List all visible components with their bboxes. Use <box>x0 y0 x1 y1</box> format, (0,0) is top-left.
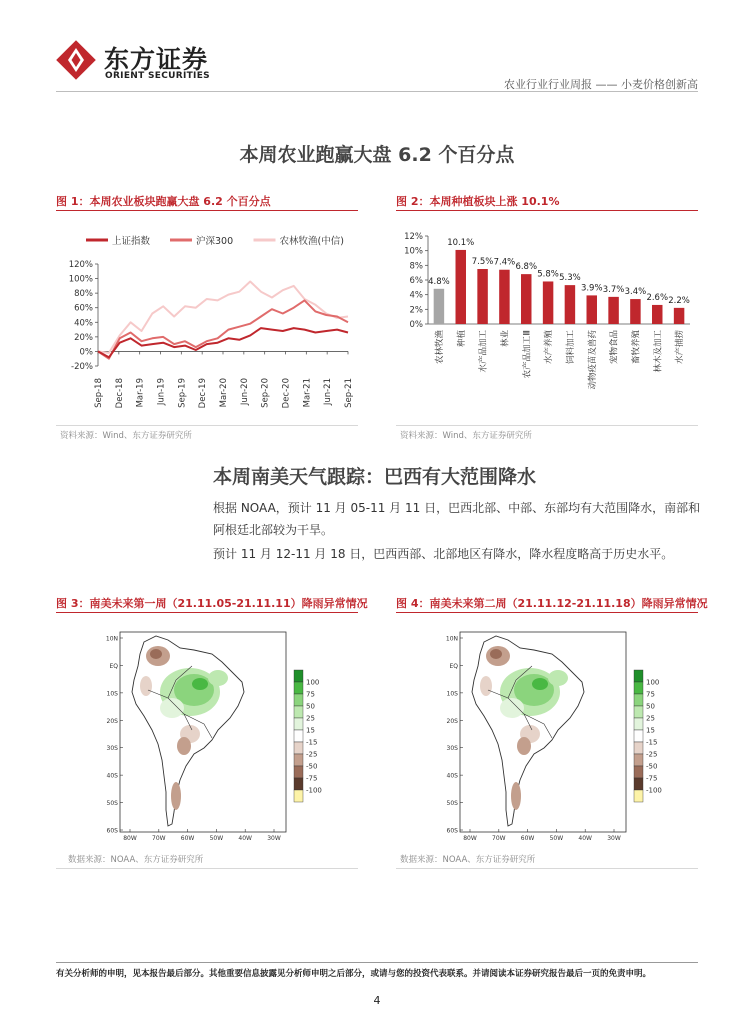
lat-label: EQ <box>449 662 458 670</box>
legend-value-label: -50 <box>646 762 658 771</box>
x-tick-label: Mar-19 <box>135 378 146 408</box>
figure3-caption: 图 3：南美未来第一周（21.11.05-21.11.11）降雨异常情况 <box>56 597 368 610</box>
legend-color-step <box>634 742 643 754</box>
y-tick-label: 120% <box>68 260 93 270</box>
lat-label: EQ <box>109 662 118 670</box>
data-label: 3.7% <box>602 284 625 295</box>
line-chart-index-performance <box>56 220 358 416</box>
legend-color-step <box>634 694 643 706</box>
x-tick-label: Dec-19 <box>198 378 209 409</box>
rain-deficit-area <box>511 782 521 810</box>
figure1-source: 资料来源：Wind、东方证券研究所 <box>60 431 192 441</box>
legend-label: 农林牧渔(中信) <box>279 236 344 247</box>
legend-color-step <box>294 754 303 766</box>
bar-chart-subsector-returns <box>396 220 698 416</box>
lat-label: 30S <box>106 745 118 753</box>
data-label: 2.6% <box>646 292 669 303</box>
x-tick-label: Sep-19 <box>177 378 188 408</box>
lon-label: 80W <box>123 835 137 842</box>
legend-color-step <box>634 670 643 682</box>
legend-color-step <box>634 754 643 766</box>
legend-value-label: 100 <box>306 678 320 687</box>
figure4-source: 数据来源：NOAA、东方证券研究所 <box>400 855 536 865</box>
legend-value-label: 15 <box>646 726 655 735</box>
rain-surplus-area <box>500 698 524 718</box>
legend-color-step <box>294 670 303 682</box>
y-tick-label: 0% <box>79 347 93 358</box>
legend-label: 沪深300 <box>196 236 234 247</box>
lon-label: 50W <box>549 835 564 842</box>
disclaimer-footer: 有关分析师的申明，见本报告最后部分。其他重要信息披露见分析师申明之后部分，或请与您的投资代表联系。并请阅读本证券研究报告最后一页的免责申明。 <box>56 969 652 979</box>
category-label: 种植 <box>456 330 467 348</box>
bar <box>434 289 444 324</box>
y-tick-label: -20% <box>71 362 93 372</box>
data-label: 4.8% <box>428 276 450 287</box>
figure4-source-rule <box>396 868 698 869</box>
y-tick-label: 0% <box>409 320 423 330</box>
x-tick-label: Sep-20 <box>260 378 271 408</box>
legend-color-step <box>294 694 303 706</box>
bar <box>652 305 662 324</box>
y-tick-label: 8% <box>409 261 423 272</box>
logo-mark-icon <box>56 40 96 80</box>
legend-value-label: 25 <box>306 714 315 723</box>
bar <box>630 299 640 324</box>
lat-label: 60S <box>106 827 118 835</box>
legend-label: 上证指数 <box>112 236 151 247</box>
legend-color-step <box>294 706 303 718</box>
figure2-caption-rule <box>396 210 698 211</box>
data-label: 10.1% <box>447 237 475 248</box>
figure1-caption: 图 1：本周农业板块跑赢大盘 6.2 个百分点 <box>56 195 271 208</box>
logo-text-cn: 东方证券 <box>104 45 209 74</box>
legend-value-label: -75 <box>306 774 318 783</box>
data-label: 5.3% <box>559 273 581 284</box>
data-label: 2.2% <box>668 295 690 306</box>
x-tick-label: Jun-21 <box>323 378 334 406</box>
rain-surplus-area <box>208 670 228 686</box>
figure1-caption-rule <box>56 210 358 211</box>
legend-value-label: -100 <box>646 786 662 795</box>
lat-label: 60S <box>446 827 458 835</box>
logo-text-en: ORIENT SECURITIES <box>105 71 210 81</box>
data-label: 3.9% <box>580 283 603 294</box>
bar <box>499 270 509 324</box>
lon-label: 80W <box>463 835 477 842</box>
category-label: 农林牧渔 <box>434 330 445 365</box>
page-number: 4 <box>373 994 381 1007</box>
paragraph-week2: 预计 11 月 12-11 月 18 日，巴西西部、北部地区有降水，降水程度略高于历史水平。 <box>213 547 674 561</box>
y-tick-label: 60% <box>74 303 93 314</box>
legend-color-step <box>294 730 303 742</box>
figure3-source-rule <box>56 868 358 869</box>
legend-value-label: 100 <box>646 678 660 687</box>
legend-value-label: -15 <box>306 738 318 747</box>
bar <box>565 285 575 324</box>
legend-value-label: 75 <box>306 690 315 699</box>
lat-label: 50S <box>106 800 118 808</box>
rain-surplus-area <box>532 678 548 690</box>
legend-value-label: -50 <box>306 762 318 771</box>
category-label: 水产捕捞 <box>675 330 686 365</box>
data-label: 5.8% <box>537 269 559 280</box>
x-tick-label: Sep-21 <box>344 378 354 408</box>
legend-color-step <box>294 790 303 802</box>
data-label: 6.8% <box>515 262 538 273</box>
lat-label: 10N <box>445 635 458 643</box>
lat-label: 20S <box>106 717 118 725</box>
bar <box>608 297 618 324</box>
category-label: 宠物食品 <box>609 330 620 365</box>
lat-label: 50S <box>446 800 458 808</box>
lon-label: 60W <box>180 835 195 842</box>
lat-label: 20S <box>446 717 458 725</box>
y-tick-label: 4% <box>409 290 423 301</box>
category-label: 水产品加工 <box>478 330 489 373</box>
legend-color-step <box>294 742 303 754</box>
figure4-caption: 图 4：南美未来第二周（21.11.12-21.11.18）降雨异常情况 <box>396 597 708 610</box>
figure3-caption-rule <box>56 612 358 613</box>
lon-label: 60W <box>520 835 535 842</box>
y-tick-label: 80% <box>74 289 93 300</box>
legend-value-label: 50 <box>306 702 315 711</box>
bar <box>456 250 466 324</box>
lon-label: 30W <box>267 835 281 842</box>
rain-deficit-area <box>480 676 492 696</box>
data-label: 3.4% <box>624 287 647 298</box>
y-tick-label: 2% <box>409 305 423 316</box>
legend-color-step <box>634 706 643 718</box>
legend-value-label: -25 <box>306 750 318 759</box>
lon-label: 40W <box>238 835 252 842</box>
legend-color-step <box>634 718 643 730</box>
legend-color-step <box>634 730 643 742</box>
lon-label: 30W <box>607 835 621 842</box>
rain-deficit-area <box>517 737 531 755</box>
category-label: 水产养殖 <box>544 330 555 365</box>
rain-deficit-area <box>490 649 502 659</box>
bar <box>521 274 531 324</box>
legend-color-step <box>634 682 643 694</box>
category-label: 农产品加工Ⅲ <box>522 330 533 379</box>
bar <box>674 308 684 324</box>
lat-label: 30S <box>446 745 458 753</box>
data-label: 7.4% <box>493 257 516 268</box>
figure2-source: 资料来源：Wind、东方证券研究所 <box>400 431 532 441</box>
figure1-source-rule <box>56 425 358 426</box>
section-title-performance: 本周农业跑赢大盘 6.2 个百分点 <box>239 144 515 166</box>
category-label: 饲料加工 <box>565 330 576 365</box>
legend-color-step <box>294 718 303 730</box>
legend-value-label: 15 <box>306 726 315 735</box>
x-tick-label: Sep-18 <box>94 378 104 408</box>
section-title-weather: 本周南美天气跟踪：巴西有大范围降水 <box>213 466 537 488</box>
x-tick-label: Jun-19 <box>156 378 167 406</box>
header-divider <box>56 91 698 92</box>
report-header-title: 农业行业行业周报 —— 小麦价格创新高 <box>504 78 698 91</box>
rain-surplus-area <box>192 678 208 690</box>
y-tick-label: 12% <box>404 232 423 242</box>
lat-label: 10N <box>105 635 118 643</box>
legend-color-step <box>634 790 643 802</box>
paragraph-week1: 根据 NOAA，预计 11 月 05-11 月 11 日，巴西北部、中部、东部均有大范围降水，南部和阿根廷北部较为干旱。 <box>213 501 701 537</box>
x-tick-label: Mar-20 <box>219 378 229 408</box>
bar <box>477 269 487 324</box>
x-tick-label: Mar-21 <box>302 378 313 408</box>
legend-color-step <box>294 778 303 790</box>
rain-deficit-area <box>171 782 181 810</box>
legend-color-step <box>634 766 643 778</box>
legend-color-step <box>634 778 643 790</box>
lat-label: 10S <box>446 690 458 698</box>
legend-color-step <box>294 682 303 694</box>
bar <box>543 281 553 324</box>
lat-label: 10S <box>106 690 118 698</box>
y-tick-label: 6% <box>409 276 423 286</box>
y-tick-label: 20% <box>74 332 93 343</box>
figure2-source-rule <box>396 425 698 426</box>
rainfall-anomaly-map-week1 <box>72 620 342 845</box>
legend-value-label: -25 <box>646 750 658 759</box>
lon-label: 70W <box>492 835 506 842</box>
legend-value-label: 50 <box>646 702 655 711</box>
footer-divider <box>56 962 698 963</box>
lat-label: 40S <box>446 772 458 780</box>
y-tick-label: 100% <box>68 274 93 285</box>
figure2-caption: 图 2：本周种植板块上涨 10.1% <box>396 195 560 208</box>
legend-color-step <box>294 766 303 778</box>
y-tick-label: 40% <box>74 318 93 329</box>
category-label: 动物疫苗及兽药 <box>587 330 598 390</box>
rain-deficit-area <box>177 737 191 755</box>
lon-label: 70W <box>152 835 166 842</box>
bar <box>587 295 597 324</box>
figure4-caption-rule <box>396 612 698 613</box>
legend-value-label: 75 <box>646 690 655 699</box>
rainfall-anomaly-map-week2 <box>412 620 682 845</box>
data-label: 7.5% <box>471 257 494 267</box>
rain-surplus-area <box>548 670 568 686</box>
x-tick-label: Dec-18 <box>114 378 125 409</box>
lon-label: 40W <box>578 835 592 842</box>
x-tick-label: Dec-20 <box>281 378 292 409</box>
rain-deficit-area <box>140 676 152 696</box>
category-label: 林业 <box>500 330 511 348</box>
x-tick-label: Jun-20 <box>239 378 250 406</box>
figure3-source: 数据来源：NOAA、东方证券研究所 <box>68 855 204 865</box>
lon-label: 50W <box>209 835 224 842</box>
y-tick-label: 10% <box>404 246 423 257</box>
legend-value-label: 25 <box>646 714 655 723</box>
rain-deficit-area <box>150 649 162 659</box>
legend-value-label: -15 <box>646 738 658 747</box>
legend-value-label: -100 <box>306 786 322 795</box>
category-label: 林木及加工 <box>653 330 664 373</box>
lat-label: 40S <box>106 772 118 780</box>
series-line <box>98 300 348 358</box>
category-label: 畜牧养殖 <box>631 330 642 365</box>
legend-value-label: -75 <box>646 774 658 783</box>
rain-surplus-area <box>160 698 184 718</box>
